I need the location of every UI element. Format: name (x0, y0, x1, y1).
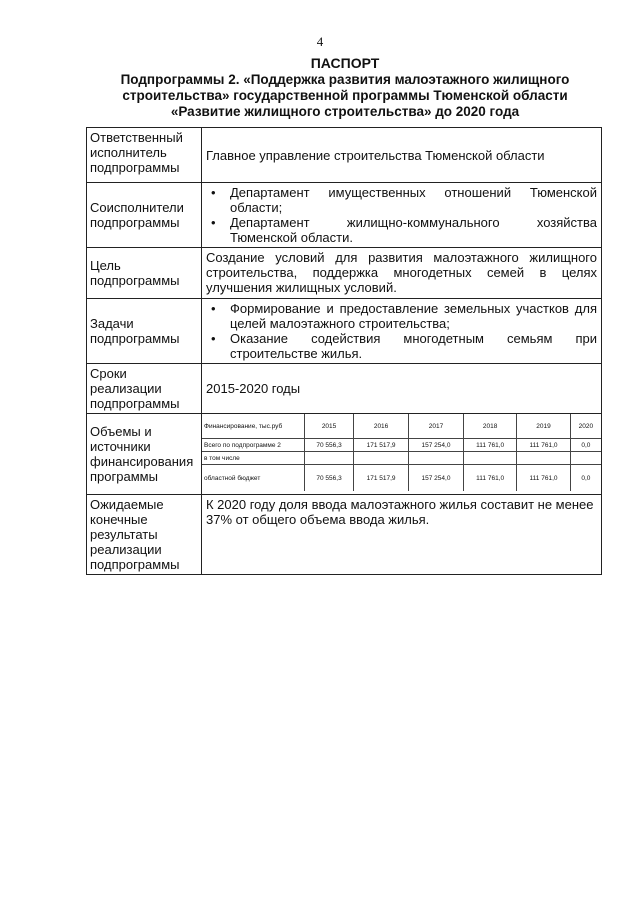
regional-value: 111 761,0 (463, 465, 516, 492)
executor-label: Ответственный исполнитель подпрограммы (87, 128, 202, 183)
total-value: 111 761,0 (463, 439, 516, 452)
total-label: Всего по подпрограмме 2 (202, 439, 305, 452)
page-number: 4 (316, 34, 324, 49)
year-cell: 2015 (305, 414, 354, 439)
row-financing (87, 414, 602, 495)
empty-cell (463, 452, 516, 465)
title-subprogram: Подпрограммы 2. «Поддержка развития малоэтажного жилищного строительства» государственной программы Тюменской области «Развитие жилищного строительства» до 2020 года (120, 72, 570, 119)
passport-table (86, 127, 602, 575)
total-value: 70 556,3 (305, 439, 354, 452)
regional-value: 171 517,9 (354, 465, 409, 492)
total-value: 0,0 (570, 439, 601, 452)
regional-value: 0,0 (570, 465, 601, 492)
including-label: в том числе (202, 452, 305, 465)
document-title (90, 55, 600, 120)
title-passport: ПАСПОРТ (310, 55, 380, 71)
financing-regional-row (202, 465, 601, 492)
year-cell: 2019 (517, 414, 570, 439)
financing-header: Финансирование, тыс.руб (202, 414, 305, 439)
total-value: 171 517,9 (354, 439, 409, 452)
empty-cell (409, 452, 464, 465)
coexecutors-label: Соисполнители подпрограммы (87, 183, 202, 248)
executor-value: Главное управление строительства Тюменской области (202, 128, 602, 183)
year-cell: 2016 (354, 414, 409, 439)
regional-value: 157 254,0 (409, 465, 464, 492)
row-executor (87, 128, 602, 183)
task-item: • Оказание содействия многодетным семьям при строительстве жилья. (206, 331, 597, 361)
empty-cell (305, 452, 354, 465)
goal-value: Создание условий для развития малоэтажного жилищного строительства, поддержка многодетных семей в целях улучшения жилищных условий. (202, 248, 602, 299)
terms-label: Сроки реализации подпрограммы (87, 364, 202, 414)
financing-table (202, 414, 601, 491)
results-label: Ожидаемые конечные результаты реализации подпрограммы (87, 495, 202, 575)
tasks-value (202, 299, 602, 364)
empty-cell (354, 452, 409, 465)
coexecutors-value (202, 183, 602, 248)
year-cell: 2017 (409, 414, 464, 439)
empty-cell (517, 452, 570, 465)
financing-including-row (202, 452, 601, 465)
row-tasks (87, 299, 602, 364)
financing-total-row (202, 439, 601, 452)
tasks-label: Задачи подпрограммы (87, 299, 202, 364)
year-cell: 2018 (463, 414, 516, 439)
regional-value: 70 556,3 (305, 465, 354, 492)
financing-label: Объемы и источники финансирования программы (87, 414, 202, 495)
year-cell: 2020 (570, 414, 601, 439)
goal-label: Цель подпрограммы (87, 248, 202, 299)
regional-value: 111 761,0 (517, 465, 570, 492)
task-item: • Формирование и предоставление земельных участков для целей малоэтажного строительства; (206, 301, 597, 331)
total-value: 157 254,0 (409, 439, 464, 452)
row-coexecutors (87, 183, 602, 248)
financing-header-row (202, 414, 601, 439)
coexecutor-item: • Департамент жилищно-коммунального хозяйства Тюменской области. (206, 215, 597, 245)
row-goal (87, 248, 602, 299)
coexecutor-item: • Департамент имущественных отношений Тюменской области; (206, 185, 597, 215)
financing-value (202, 414, 602, 495)
empty-cell (570, 452, 601, 465)
terms-value: 2015-2020 годы (202, 364, 602, 414)
regional-label: областной бюджет (202, 465, 305, 492)
total-value: 111 761,0 (517, 439, 570, 452)
row-results (87, 495, 602, 575)
row-terms (87, 364, 602, 414)
results-value: К 2020 году доля ввода малоэтажного жилья составит не менее 37% от общего объема ввода жилья. (202, 495, 602, 575)
